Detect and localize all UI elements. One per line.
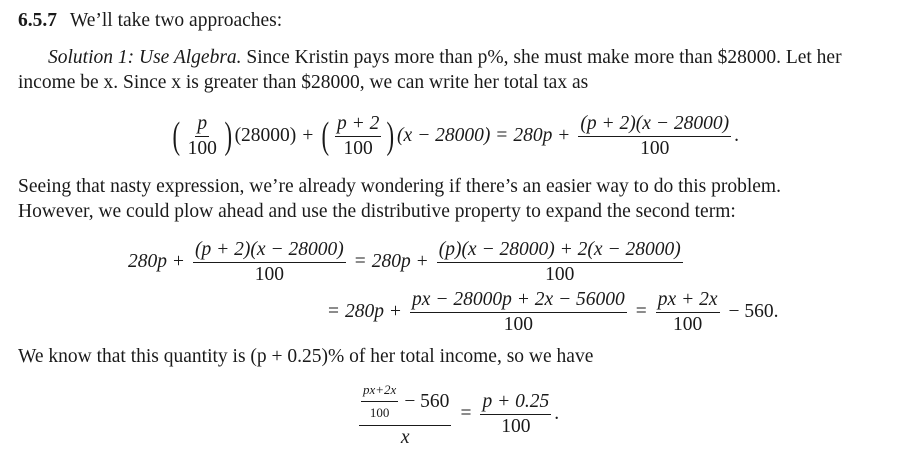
para3-line: We know that this quantity is (p + 0.25)% of her total income, so we have	[18, 346, 594, 367]
solution1-line1	[48, 45, 916, 71]
equation-expand-line1: 280p + $\frac{(p + 2)(x - 28000)}{100}$ = 280p + $\frac{(p)(x - 28000) + 2(x - 28000)}{100}$	[128, 238, 681, 285]
fraction-p-over-100: $\frac{p}{100}$	[187, 112, 217, 159]
fraction-eq4-lhs: $\frac{px+2x}{100}$ − 560 x	[359, 379, 451, 449]
solution1-heading: Solution 1: Use Algebra.	[48, 47, 242, 68]
fraction-eq4-rhs: $\frac{p + 0.25}{100}$	[482, 390, 550, 437]
section-intro: We’ll take two approaches:	[69, 10, 283, 31]
rhs-280p: 280p	[513, 125, 553, 146]
x-minus-term: (x − 28000)	[397, 125, 491, 146]
equation-total-tax: ( $\frac{p}{100}$ ) (28000) + ( $\frac{p + 2}{100}$ ) (x − 28000) = 280p + $\frac{(p + 2)(x - 28000)}{100}$ .	[172, 112, 739, 159]
fraction-eq2-lhs: $\frac{(p + 2)(x - 28000)}{100}$	[195, 238, 344, 285]
base-amount: (28000)	[234, 125, 297, 146]
para2-line2: However, we could plow ahead and use the distributive property to expand the second term:	[18, 201, 736, 222]
fraction-eq3-first: $\frac{px - 28000p + 2x - 56000}{100}$	[412, 288, 625, 335]
fraction-rhs: $\frac{(p + 2)(x - 28000)}{100}$	[580, 112, 730, 159]
solution1-line2: income be x. Since x is greater than $28000, we can write her total tax as	[18, 72, 589, 93]
fraction-eq4-inner: $\frac{px+2x}{100}$	[361, 379, 398, 424]
equation-income-ratio: $\frac{px+2x}{100}$ − 560 x = $\frac{p + 0.25}{100}$ .	[356, 384, 559, 444]
solution1-line1-rest: Since Kristin pays more than p%, she must make more than $28000. Let her	[246, 47, 842, 68]
fraction-eq2-rhs: $\frac{(p)(x - 28000) + 2(x - 28000)}{100}$	[438, 238, 681, 285]
equation-expand-line2: = 280p + $\frac{px - 28000p + 2x - 56000}{100}$ = $\frac{px + 2x}{100}$ − 560.	[328, 288, 779, 335]
section-number: 6.5.7	[18, 10, 57, 31]
para2-line1: Seeing that nasty expression, we’re already wondering if there’s an easier way to do this problem.	[18, 176, 781, 197]
fraction-p-plus-2-over-100: $\frac{p + 2}{100}$	[336, 112, 380, 159]
fraction-eq3-second: $\frac{px + 2x}{100}$	[657, 288, 718, 335]
section-header	[18, 8, 898, 34]
